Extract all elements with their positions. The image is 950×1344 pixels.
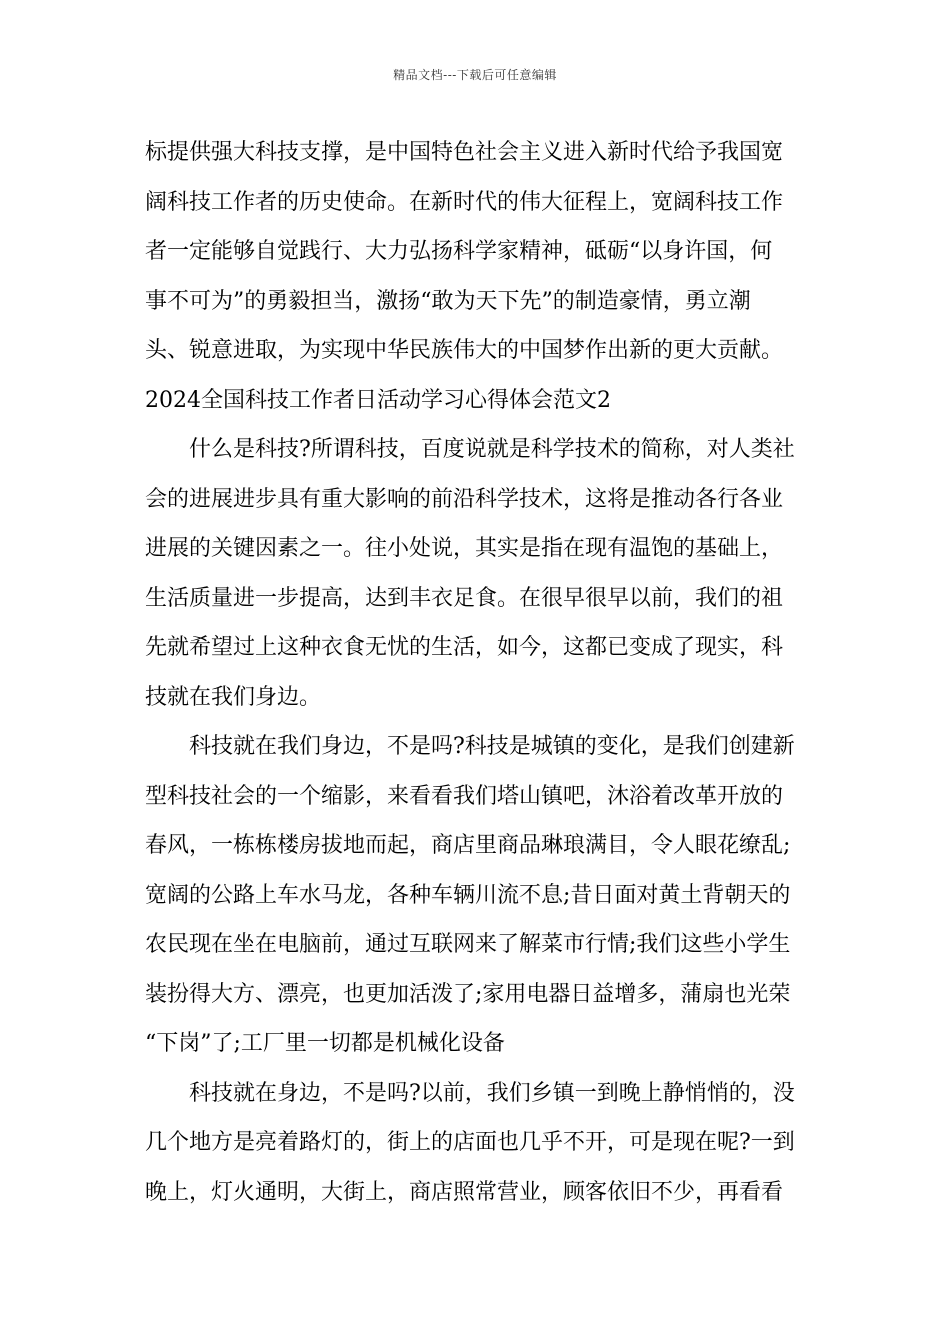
text-line: 事不可为”的勇毅担当，激扬“敢为天下先”的制造豪情，勇立潮 bbox=[145, 288, 751, 314]
text-line: 农民现在坐在电脑前，通过互联网来了解菜市行情;我们这些小学生 bbox=[145, 932, 791, 957]
text-line: 先就希望过上这种衣食无忧的生活，如今，这都已变成了现实，科 bbox=[145, 635, 784, 660]
text-line: 型科技社会的一个缩影，来看看我们塔山镇吧，沐浴着改革开放的 bbox=[145, 783, 784, 809]
text-line: 科技就在身边，不是吗?以前，我们乡镇一到晚上静悄悄的，没 bbox=[189, 1080, 795, 1106]
document-body bbox=[145, 128, 810, 1217]
text-line: 装扮得大方、漂亮，也更加活泼了;家用电器日益增多，蒲扇也光荣 bbox=[145, 981, 791, 1007]
text-line: 几个地方是亮着路灯的，街上的店面也几乎不开，可是现在呢?一到 bbox=[145, 1130, 795, 1155]
text-line: 头、锐意进取，为实现中华民族伟大的中国梦作出新的更大贡献。 bbox=[145, 338, 784, 363]
text-line: 春风，一栋栋楼房拔地而起，商店里商品琳琅满目，令人眼花缭乱; bbox=[145, 833, 791, 858]
text-line: “下岗”了;工厂里一切都是机械化设备 bbox=[145, 1031, 505, 1056]
page-header: 精品文档---下载后可任意编辑 bbox=[393, 68, 557, 82]
text-line: 生活质量进一步提高，达到丰衣足食。在很早很早以前，我们的祖 bbox=[145, 585, 784, 611]
text-line: 什么是科技?所谓科技，百度说就是科学技术的简称，对人类社 bbox=[189, 437, 795, 462]
text-line: 宽阔的公路上车水马龙，各种车辆川流不息;昔日面对黄土背朝天的 bbox=[145, 882, 791, 908]
text-line: 者一定能够自觉践行、大力弘扬科学家精神，砥砺“以身许国，何 bbox=[145, 239, 773, 264]
text-line: 科技就在我们身边，不是吗?科技是城镇的变化，是我们创建新 bbox=[189, 734, 795, 759]
text-line: 会的进展进步具有重大影响的前沿科学技术，这将是推动各行各业 bbox=[145, 486, 784, 512]
text-line: 进展的关键因素之一。往小处说，其实是指在现有温饱的基础上， bbox=[145, 536, 784, 561]
text-line: 2024全国科技工作者日活动学习心得体会范文2 bbox=[145, 387, 611, 413]
text-line: 晚上，灯火通明，大街上，商店照常营业，顾客依旧不少，再看看 bbox=[145, 1179, 784, 1205]
text-line: 阔科技工作者的历史使命。在新时代的伟大征程上，宽阔科技工作 bbox=[145, 189, 784, 215]
text-line: 标提供强大科技支撑，是中国特色社会主义进入新时代给予我国宽 bbox=[145, 140, 784, 165]
text-line: 技就在我们身边。 bbox=[145, 684, 322, 710]
